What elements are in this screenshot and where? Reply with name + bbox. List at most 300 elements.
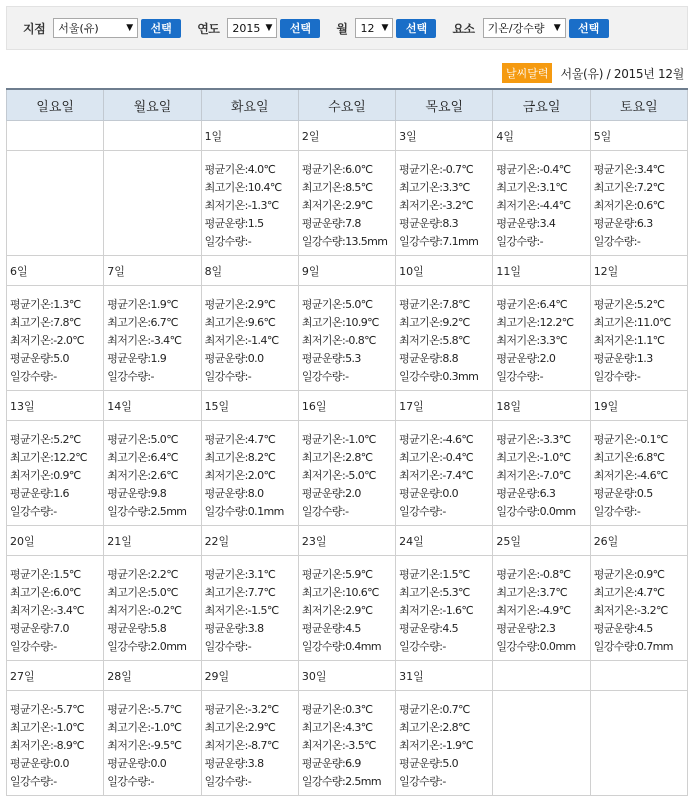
- date-cell: 11일: [493, 256, 590, 286]
- field-label: 평균운량:: [204, 622, 248, 635]
- station-select[interactable]: [53, 18, 138, 38]
- field-label: 일강수량:: [301, 505, 346, 518]
- field-value: 9.2℃: [442, 316, 470, 329]
- weather-avg-line: [205, 701, 298, 719]
- weather-cloud-line: [107, 485, 200, 503]
- field-label: 일강수량:: [107, 505, 151, 518]
- weather-rain-line: [594, 503, 687, 521]
- weather-cloud-line: [302, 620, 395, 638]
- field-value: 7.8: [345, 217, 361, 230]
- field-label: 평균운량:: [301, 757, 346, 770]
- field-value: 9.6℃: [247, 316, 276, 329]
- field-value: 6.4℃: [150, 451, 178, 464]
- date-cell: 26일: [590, 526, 687, 556]
- weather-min-line: [107, 332, 200, 350]
- field-value: 7.8℃: [442, 298, 470, 311]
- field-value: -1.3℃: [247, 199, 279, 212]
- weather-cloud-line: [205, 485, 298, 503]
- field-value: 6.3: [539, 487, 556, 500]
- date-cell: 18일: [493, 391, 590, 421]
- field-value: 2.8℃: [345, 451, 373, 464]
- weather-min-line: [496, 197, 589, 215]
- field-label: 최고기온:: [593, 316, 637, 329]
- field-value: -1.0℃: [150, 721, 182, 734]
- date-cell: [7, 121, 104, 151]
- field-label: 일강수량:: [399, 640, 443, 653]
- dropdown-arrow-icon: ▼: [381, 23, 389, 33]
- weather-avg-line: [205, 296, 298, 314]
- weather-avg-line: [107, 431, 200, 449]
- field-value: 0.0mm: [539, 505, 576, 518]
- field-value: 5.0℃: [345, 298, 373, 311]
- field-label: 평균기온:: [399, 568, 443, 581]
- field-label: 최고기온:: [301, 316, 346, 329]
- weather-avg-line: [205, 431, 298, 449]
- weather-cell: [493, 286, 590, 391]
- weather-rain-line: [302, 503, 395, 521]
- date-cell: 23일: [298, 526, 395, 556]
- weather-max-line: [496, 584, 589, 602]
- field-label: 최저기온:: [399, 199, 443, 212]
- field-value: -: [53, 505, 57, 518]
- weather-cloud-line: [594, 485, 687, 503]
- field-label: 평균운량:: [593, 217, 637, 230]
- field-label: 최저기온:: [204, 604, 248, 617]
- weather-max-line: [496, 314, 589, 332]
- field-label: 최고기온:: [107, 586, 151, 599]
- field-label: 최고기온:: [107, 316, 151, 329]
- calendar-meta: [502, 63, 684, 83]
- field-value: -: [247, 370, 252, 383]
- field-value: -: [247, 640, 252, 653]
- weather-rain-line: [594, 233, 687, 251]
- field-value: -: [636, 235, 641, 248]
- field-label: 평균운량:: [10, 757, 54, 770]
- field-label: 최고기온:: [10, 316, 54, 329]
- field-label: 일강수량:: [10, 370, 54, 383]
- field-label: 평균기온:: [204, 568, 248, 581]
- field-label: 일강수량:: [399, 775, 443, 788]
- weekday-header: 목요일: [396, 89, 493, 121]
- field-label: 평균기온:: [593, 568, 637, 581]
- weather-cloud-line: [107, 350, 200, 368]
- field-value: -1.5℃: [247, 604, 279, 617]
- field-value: 6.0℃: [345, 163, 373, 176]
- field-label: 최고기온:: [496, 451, 540, 464]
- weather-max-line: [594, 449, 687, 467]
- field-value: -1.0℃: [539, 451, 571, 464]
- date-cell: 10일: [396, 256, 493, 286]
- weather-avg-line: [594, 296, 687, 314]
- weather-cloud-line: [205, 620, 298, 638]
- field-label: 일강수량:: [496, 370, 540, 383]
- weather-max-line: [10, 719, 103, 737]
- weather-rain-line: [302, 368, 395, 386]
- field-label: 최고기온:: [204, 451, 248, 464]
- field-value: -1.6℃: [442, 604, 474, 617]
- field-value: 3.4: [539, 217, 556, 230]
- weather-cloud-line: [302, 350, 395, 368]
- weather-info-row: [7, 421, 688, 526]
- field-value: 6.4℃: [539, 298, 568, 311]
- field-value: 0.4mm: [345, 640, 381, 653]
- date-cell: 15일: [201, 391, 298, 421]
- field-label: 일강수량:: [301, 370, 346, 383]
- field-label: 평균운량:: [496, 352, 540, 365]
- field-value: 2.3: [539, 622, 556, 635]
- field-label: 평균운량:: [204, 217, 248, 230]
- field-label: 평균기온:: [593, 163, 637, 176]
- field-value: 9.8: [150, 487, 167, 500]
- weather-max-line: [205, 584, 298, 602]
- field-value: 2.6℃: [150, 469, 178, 482]
- field-value: 1.5℃: [442, 568, 470, 581]
- field-value: 0.1mm: [247, 505, 284, 518]
- weather-min-line: [496, 467, 589, 485]
- field-value: 3.3℃: [442, 181, 470, 194]
- field-label: 최고기온:: [593, 586, 637, 599]
- date-cell: 19일: [590, 391, 687, 421]
- field-value: 0.9℃: [53, 469, 81, 482]
- weather-cell: [396, 691, 493, 796]
- field-label: 평균기온:: [10, 433, 54, 446]
- field-value: 0.7℃: [442, 703, 470, 716]
- field-label: 평균운량:: [399, 622, 443, 635]
- field-value: 10.6℃: [345, 586, 379, 599]
- field-value: 5.0℃: [150, 586, 178, 599]
- dropdown-arrow-icon: ▼: [126, 23, 134, 33]
- field-label: 일강수량:: [399, 505, 443, 518]
- element-select[interactable]: [483, 18, 566, 38]
- field-label: 최저기온:: [399, 334, 443, 347]
- field-label: 최고기온:: [399, 316, 443, 329]
- weather-avg-line: [399, 566, 492, 584]
- field-label: 평균기온:: [301, 298, 346, 311]
- weekday-header: 금요일: [493, 89, 590, 121]
- field-value: 3.1℃: [247, 568, 276, 581]
- station-select-button[interactable]: 선택: [141, 19, 181, 38]
- weather-avg-line: [399, 161, 492, 179]
- weather-cloud-line: [10, 485, 103, 503]
- field-label: 일강수량:: [10, 505, 54, 518]
- field-label: 평균기온:: [107, 568, 151, 581]
- field-label: 최고기온:: [399, 451, 443, 464]
- weather-avg-line: [399, 296, 492, 314]
- weather-cell: [7, 691, 104, 796]
- weather-cloud-line: [302, 485, 395, 503]
- field-value: 1.5℃: [53, 568, 81, 581]
- weather-rain-line: [107, 503, 200, 521]
- field-value: 6.9: [345, 757, 361, 770]
- field-value: -3.2℃: [442, 199, 474, 212]
- field-label: 최저기온:: [204, 334, 248, 347]
- date-cell: 6일: [7, 256, 104, 286]
- weather-rain-line: [496, 233, 589, 251]
- weather-min-line: [302, 602, 395, 620]
- weather-min-line: [399, 197, 492, 215]
- weather-min-line: [399, 737, 492, 755]
- date-cell: 14일: [104, 391, 201, 421]
- weather-avg-line: [10, 701, 103, 719]
- weather-cloud-line: [399, 620, 492, 638]
- field-value: 2.9℃: [247, 298, 276, 311]
- date-cell: 7일: [104, 256, 201, 286]
- field-value: 0.0: [247, 352, 264, 365]
- field-value: -: [53, 370, 57, 383]
- field-value: -: [442, 505, 446, 518]
- month-select[interactable]: [355, 18, 393, 38]
- weather-cell: [396, 421, 493, 526]
- weather-info-row: [7, 691, 688, 796]
- field-value: 8.8: [442, 352, 459, 365]
- weather-min-line: [10, 737, 103, 755]
- field-label: 일강수량:: [107, 775, 151, 788]
- field-label: 일강수량:: [399, 235, 443, 248]
- year-select-button[interactable]: 선택: [280, 19, 320, 38]
- weather-max-line: [302, 584, 395, 602]
- field-value: -1.0℃: [53, 721, 85, 734]
- weather-cloud-line: [594, 215, 687, 233]
- element-select-button[interactable]: 선택: [569, 19, 609, 38]
- field-label: 평균운량:: [107, 757, 151, 770]
- field-value: 6.8℃: [636, 451, 665, 464]
- weather-cell: [590, 286, 687, 391]
- date-cell: 24일: [396, 526, 493, 556]
- weather-rain-line: [594, 368, 687, 386]
- weather-min-line: [107, 737, 200, 755]
- field-label: 일강수량:: [204, 370, 248, 383]
- field-value: -: [636, 505, 641, 518]
- date-cell: 25일: [493, 526, 590, 556]
- weather-cell: [590, 556, 687, 661]
- field-value: -7.0℃: [539, 469, 571, 482]
- field-value: -4.6℃: [442, 433, 474, 446]
- weather-cell: [104, 691, 201, 796]
- weather-cell: [104, 556, 201, 661]
- field-value: -0.8℃: [345, 334, 376, 347]
- field-value: 0.6℃: [636, 199, 665, 212]
- field-value: 1.9: [150, 352, 167, 365]
- date-cell: 1일: [201, 121, 298, 151]
- field-value: 3.7℃: [539, 586, 568, 599]
- weather-cloud-line: [302, 755, 395, 773]
- weekday-header: 일요일: [7, 89, 104, 121]
- weather-avg-line: [302, 296, 395, 314]
- field-value: 0.0: [442, 487, 459, 500]
- field-label: 평균기온:: [204, 298, 248, 311]
- field-label: 일강수량:: [593, 640, 637, 653]
- weather-cloud-line: [10, 350, 103, 368]
- field-label: 최고기온:: [204, 586, 248, 599]
- weather-avg-line: [496, 431, 589, 449]
- weather-min-line: [107, 602, 200, 620]
- field-value: 3.8: [247, 757, 264, 770]
- field-value: -3.4℃: [150, 334, 182, 347]
- date-row: [7, 121, 688, 151]
- field-value: -: [442, 640, 446, 653]
- month-select-button[interactable]: 선택: [396, 19, 436, 38]
- field-value: -3.2℃: [247, 703, 279, 716]
- weather-max-line: [302, 719, 395, 737]
- weather-avg-line: [594, 566, 687, 584]
- date-cell: 20일: [7, 526, 104, 556]
- weather-min-line: [10, 467, 103, 485]
- field-value: 2.0: [539, 352, 556, 365]
- field-label: 일강수량:: [593, 505, 637, 518]
- field-label: 일강수량:: [593, 370, 637, 383]
- field-label: 최고기온:: [496, 316, 540, 329]
- field-value: 2.9℃: [247, 721, 276, 734]
- weather-cell: [493, 151, 590, 256]
- weather-avg-line: [496, 296, 589, 314]
- field-label: 최저기온:: [107, 739, 151, 752]
- weather-info-row: [7, 556, 688, 661]
- dropdown-arrow-icon: ▼: [553, 23, 561, 33]
- weather-cell: [493, 556, 590, 661]
- field-value: 2.2℃: [150, 568, 178, 581]
- field-value: -3.5℃: [345, 739, 376, 752]
- year-select[interactable]: [227, 18, 277, 38]
- weather-rain-line: [10, 638, 103, 656]
- field-value: -: [150, 775, 154, 788]
- weather-max-line: [10, 584, 103, 602]
- field-label: 최고기온:: [496, 586, 540, 599]
- weather-max-line: [10, 449, 103, 467]
- weather-max-line: [205, 719, 298, 737]
- field-value: -: [247, 775, 252, 788]
- date-cell: 29일: [201, 661, 298, 691]
- field-value: 2.5mm: [150, 505, 187, 518]
- field-label: 최저기온:: [496, 469, 540, 482]
- element-select-value: 기온/강수량: [487, 22, 545, 35]
- field-label: 최저기온:: [593, 334, 637, 347]
- field-value: 8.3: [442, 217, 459, 230]
- weekday-header: 토요일: [590, 89, 687, 121]
- weather-min-line: [302, 467, 395, 485]
- field-label: 최고기온:: [10, 586, 54, 599]
- field-value: -1.9℃: [442, 739, 474, 752]
- field-value: 1.3℃: [53, 298, 81, 311]
- field-value: 3.1℃: [539, 181, 568, 194]
- weather-cell: [7, 421, 104, 526]
- weather-avg-line: [399, 701, 492, 719]
- date-cell: 31일: [396, 661, 493, 691]
- field-value: 2.0℃: [247, 469, 276, 482]
- field-value: 12.2℃: [539, 316, 574, 329]
- field-label: 평균운량:: [399, 352, 443, 365]
- field-label: 최고기온:: [593, 181, 637, 194]
- field-label: 평균운량:: [10, 352, 54, 365]
- date-cell: 28일: [104, 661, 201, 691]
- weather-avg-line: [10, 566, 103, 584]
- field-label: 평균운량:: [399, 487, 443, 500]
- weather-cell: [298, 421, 395, 526]
- field-value: 0.0: [53, 757, 69, 770]
- weather-rain-line: [496, 503, 589, 521]
- weather-max-line: [594, 314, 687, 332]
- element-label: 요소: [452, 21, 475, 36]
- field-value: -0.8℃: [539, 568, 571, 581]
- field-label: 평균운량:: [10, 622, 54, 635]
- search-toolbar: [6, 6, 688, 50]
- field-value: 5.9℃: [345, 568, 373, 581]
- date-cell: 3일: [396, 121, 493, 151]
- field-label: 최고기온:: [204, 316, 248, 329]
- field-value: -: [345, 505, 349, 518]
- field-label: 평균기온:: [107, 433, 151, 446]
- field-label: 평균운량:: [593, 487, 637, 500]
- date-cell: [590, 661, 687, 691]
- weather-cloud-line: [594, 350, 687, 368]
- weather-cell: [104, 151, 201, 256]
- weather-max-line: [399, 719, 492, 737]
- weather-rain-line: [205, 503, 298, 521]
- field-label: 평균기온:: [593, 298, 637, 311]
- weather-max-line: [205, 314, 298, 332]
- field-label: 평균기온:: [10, 568, 54, 581]
- field-label: 최고기온:: [107, 451, 151, 464]
- weekday-header-row: [7, 89, 688, 121]
- field-value: -3.2℃: [636, 604, 668, 617]
- field-value: 0.3mm: [442, 370, 479, 383]
- weather-cell: [7, 151, 104, 256]
- field-label: 평균기온:: [10, 298, 54, 311]
- weather-min-line: [10, 332, 103, 350]
- field-label: 평균운량:: [204, 757, 248, 770]
- weather-rain-line: [10, 773, 103, 791]
- field-value: 4.3℃: [345, 721, 373, 734]
- weather-max-line: [107, 314, 200, 332]
- weekday-header: 수요일: [298, 89, 395, 121]
- weather-min-line: [205, 467, 298, 485]
- field-value: 1.9℃: [150, 298, 178, 311]
- field-value: 6.3: [636, 217, 653, 230]
- weather-cell: [201, 286, 298, 391]
- field-label: 일강수량:: [496, 235, 540, 248]
- weather-min-line: [399, 602, 492, 620]
- field-value: 1.5: [247, 217, 264, 230]
- weather-cell: [104, 421, 201, 526]
- field-value: 7.2℃: [636, 181, 665, 194]
- weather-cell: [396, 151, 493, 256]
- field-value: -1.0℃: [345, 433, 376, 446]
- weather-cell: [396, 556, 493, 661]
- weather-avg-line: [496, 566, 589, 584]
- date-cell: 27일: [7, 661, 104, 691]
- date-row: [7, 256, 688, 286]
- weather-rain-line: [205, 773, 298, 791]
- weather-max-line: [107, 449, 200, 467]
- field-value: 6.7℃: [150, 316, 178, 329]
- weather-max-line: [399, 179, 492, 197]
- weather-cloud-line: [205, 350, 298, 368]
- weather-max-line: [496, 449, 589, 467]
- field-label: 평균기온:: [204, 163, 248, 176]
- field-label: 평균운량:: [107, 622, 151, 635]
- field-value: 2.9℃: [345, 199, 373, 212]
- weather-min-line: [399, 332, 492, 350]
- field-label: 평균기온:: [204, 433, 248, 446]
- weather-max-line: [594, 584, 687, 602]
- field-label: 평균기온:: [301, 433, 346, 446]
- weather-max-line: [107, 719, 200, 737]
- field-value: 4.7℃: [247, 433, 276, 446]
- weather-rain-line: [302, 638, 395, 656]
- field-label: 평균운량:: [301, 352, 346, 365]
- weather-cloud-line: [594, 620, 687, 638]
- weather-cell: [493, 691, 590, 796]
- field-label: 일강수량:: [301, 640, 346, 653]
